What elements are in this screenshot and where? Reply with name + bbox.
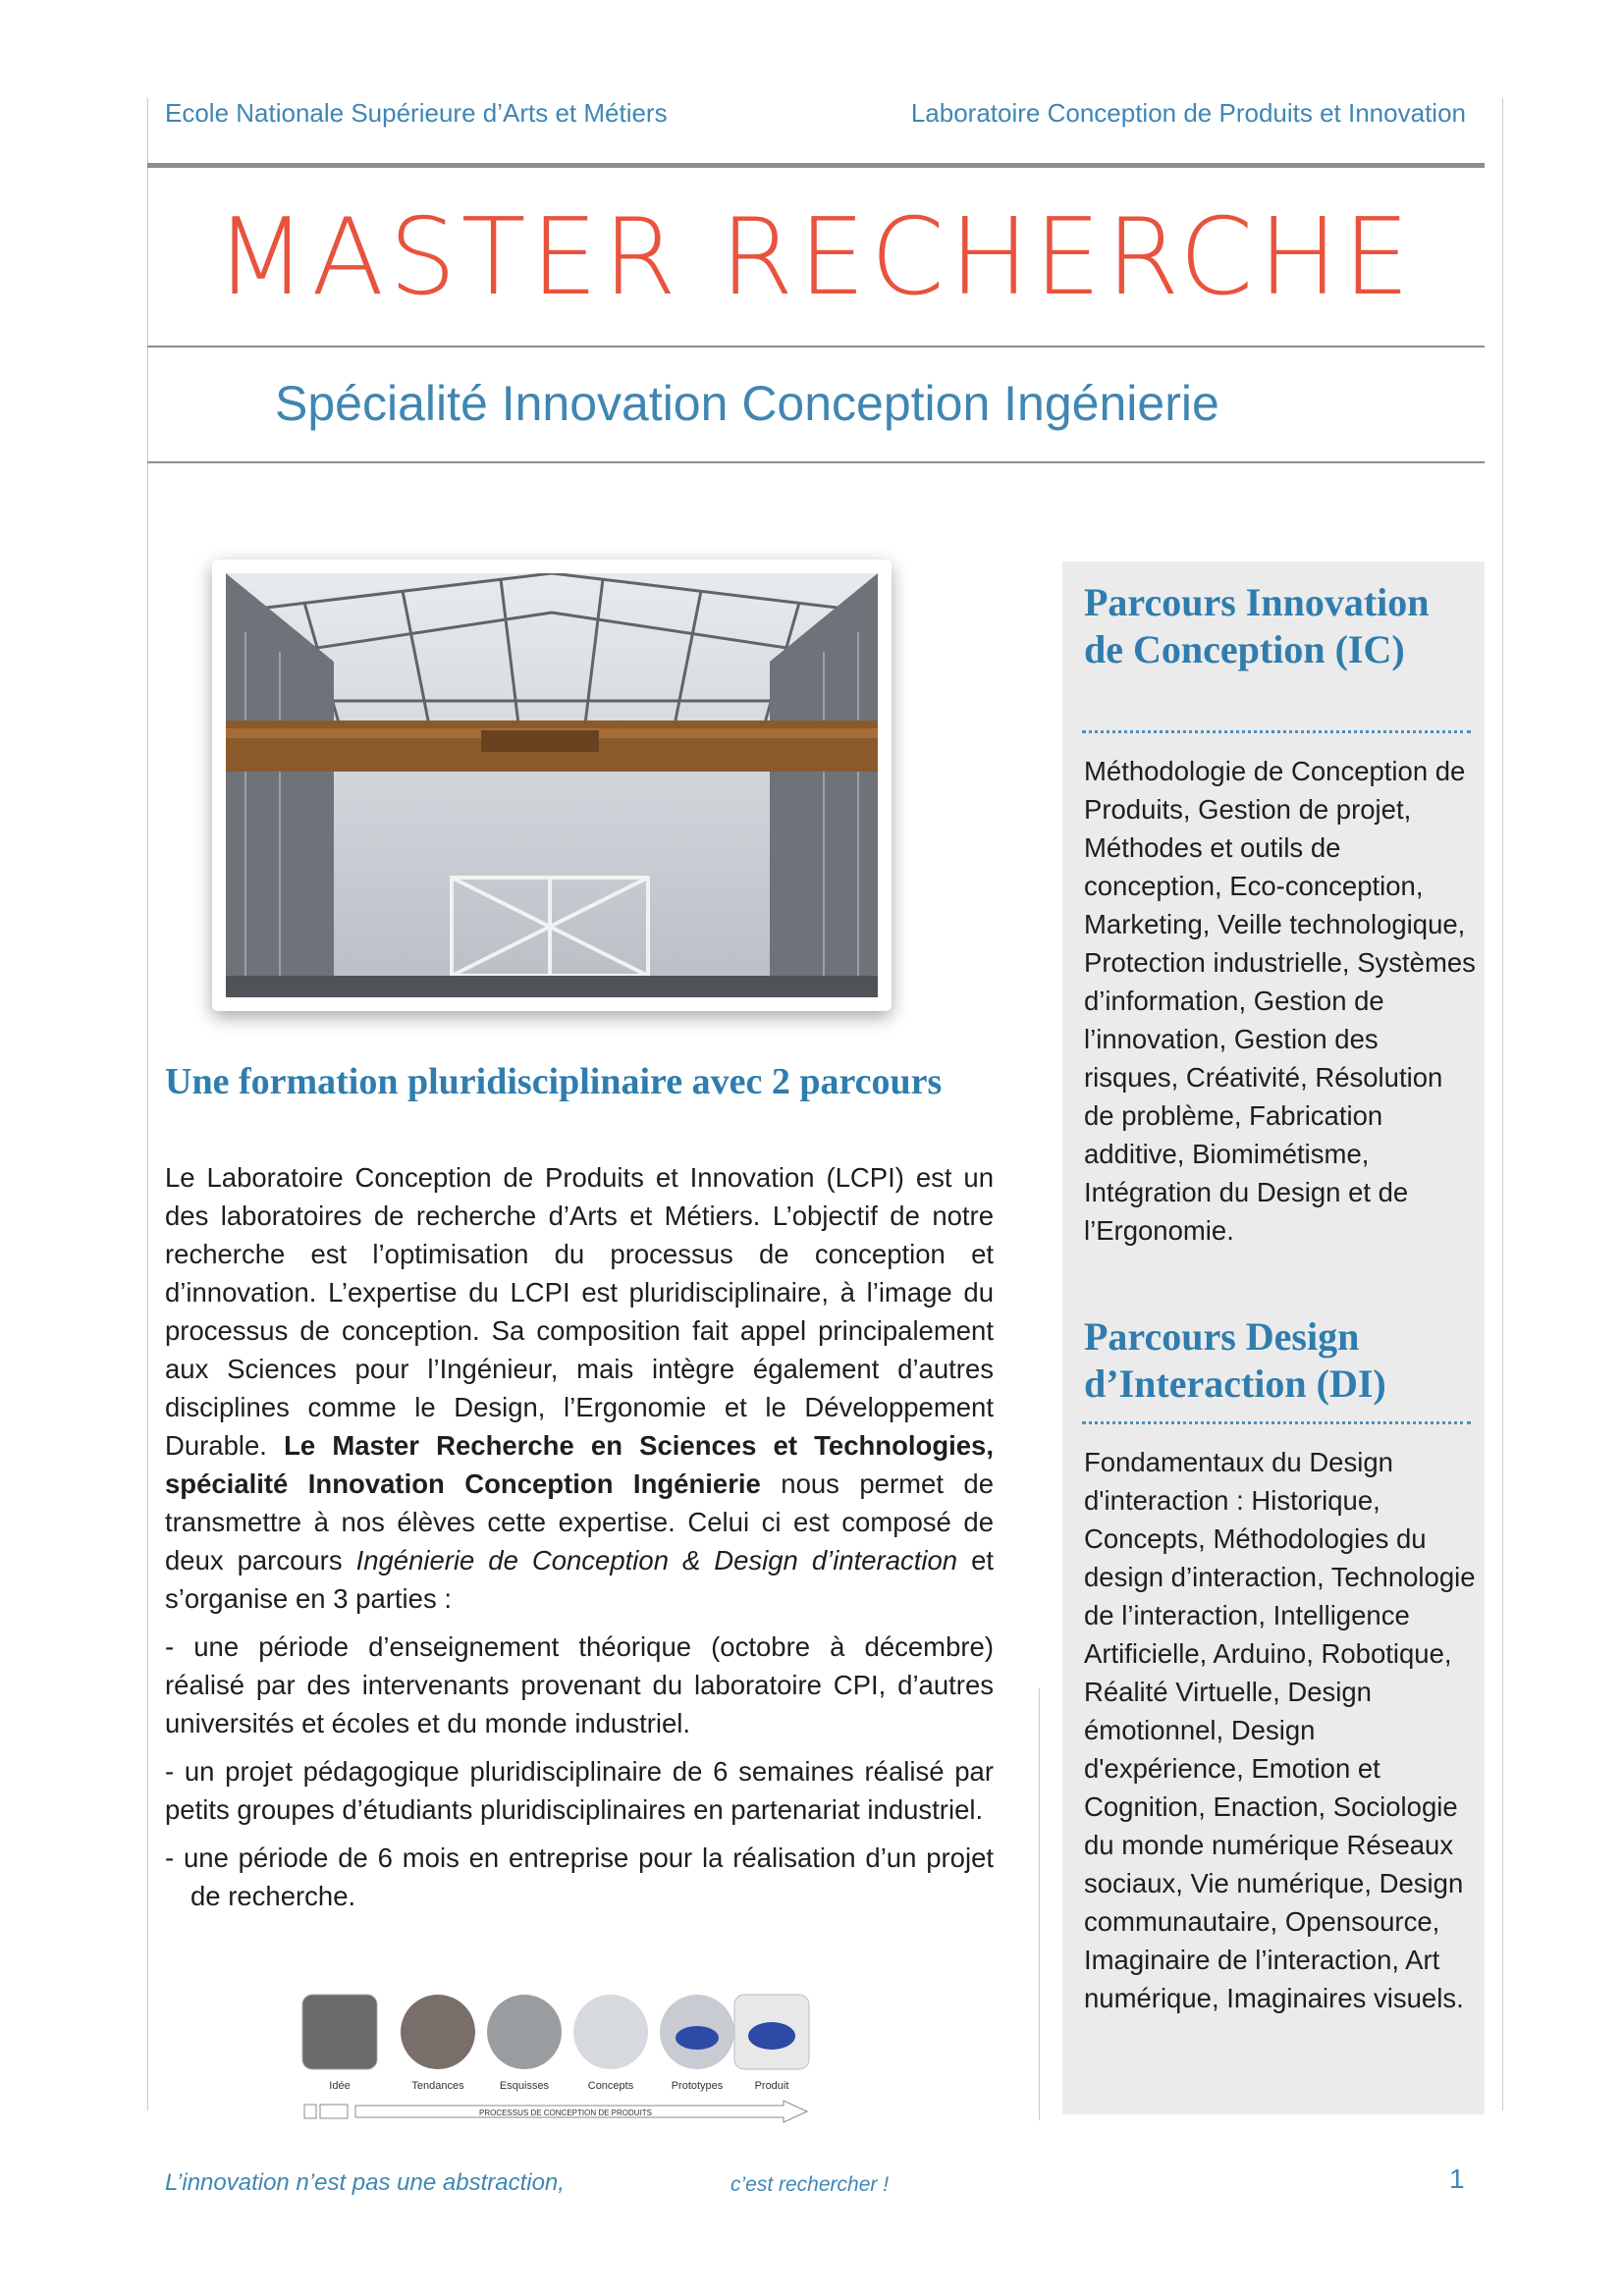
- bullet-item: - une période d’enseignement théorique (octobre à décembre) réalisé par des intervenants provenant du laboratoire CPI, d’autres universités et écoles et du monde industriel.: [165, 1631, 994, 1738]
- workshop-photo: [212, 560, 892, 1011]
- sidebar-panel: [1062, 561, 1485, 2114]
- process-diagram-graphic: [300, 1987, 811, 2134]
- right-margin-line: [1502, 98, 1503, 2110]
- step-label-idee: Idée: [329, 2080, 351, 2092]
- di-heading: Parcours Design d’Interaction (DI): [1084, 1314, 1386, 1406]
- header-school-name: Ecole Nationale Supérieure d’Arts et Métiers: [165, 98, 668, 128]
- di-description: Fondamentaux du Design d'interaction : Historique, Concepts, Méthodologies du design d’interaction, Technologie de l’interaction, Intelligence Artificielle, Arduino, Robotique, Réalité Virtuelle, Design émotionnel, Design d'expérience, Emotion et Cognition, Enaction, Sociologie du monde numérique Réseaux sociaux, Vie numérique, Design communautaire, Opensource, Imaginaire de l’interaction, Art numérique, Imaginaires visuels.: [1084, 1447, 1476, 2013]
- design-process-diagram: [300, 1987, 811, 2134]
- step-label-prototypes: Prototypes: [671, 2080, 724, 2092]
- page-number: 1: [1449, 2163, 1465, 2194]
- subtitle-rule: [147, 461, 1485, 463]
- process-arrow-label: PROCESSUS DE CONCEPTION DE PRODUITS: [478, 2109, 653, 2117]
- intro-paragraph: [165, 1158, 994, 1618]
- page-title: MASTER RECHERCHE: [215, 196, 1415, 319]
- footer-tagline-left: L’innovation n’est pas une abstraction,: [165, 2169, 565, 2196]
- process-thumbnails: [302, 1995, 809, 2069]
- page-subtitle: Spécialité Innovation Conception Ingénierie: [275, 376, 1219, 431]
- bullet-item: - une période de 6 mois en entreprise pour la réalisation d’un projet de recherche.: [165, 1842, 994, 1911]
- column-divider-line: [1039, 1688, 1040, 2120]
- di-divider: [1082, 1421, 1471, 1424]
- intro-part-1: Le Laboratoire Conception de Produits et Innovation (LCPI) est un des laboratoires de recherche d’Arts et Métiers. L’objectif de notre recherche est l’optimisation du processus de conception et d’innovation. L’expertise du LCPI est pluridisciplinaire, à l’image du processus de conception. Sa composition fait appel principalement aux Sciences pour l’Ingénieur, mais intègre également d’autres disciplines comme le Design, l’Ergonomie et le Développement Durable.: [165, 1162, 994, 1461]
- ic-divider: [1082, 730, 1471, 733]
- bullet-item: - un projet pédagogique pluridisciplinaire de 6 semaines réalisé par petits groupes d’étudiants pluridisciplinaires en partenariat industriel.: [165, 1756, 994, 1825]
- step-label-esquisses: Esquisses: [499, 2080, 550, 2092]
- intro-bold: Le Master Recherche en Sciences et Technologies, spécialité Innovation Conception Ingénierie: [165, 1430, 994, 1499]
- step-label-concepts: Concepts: [587, 2080, 634, 2092]
- left-margin-line: [147, 98, 148, 2110]
- ic-heading: Parcours Innovation de Conception (IC): [1084, 580, 1430, 671]
- main-body-text: [165, 1158, 994, 1925]
- title-rule: [147, 346, 1485, 347]
- ic-description: Méthodologie de Conception de Produits, Gestion de projet, Méthodes et outils de conception, Eco-conception, Marketing, Veille technologique, Protection industrielle, Systèmes d’information, Gestion de l’innovation, Gestion des risques, Créativité, Résolution de problème, Fabrication additive, Biomimétisme, Intégration du Design et de l’Ergonomie.: [1084, 756, 1476, 1246]
- step-label-produit: Produit: [754, 2080, 789, 2092]
- industrial-hall-image: [226, 573, 878, 997]
- intro-part-3: et s’organise en 3 parties :: [165, 1545, 995, 1614]
- step-label-tendances: Tendances: [411, 2080, 464, 2092]
- header-rule: [147, 163, 1485, 168]
- intro-part-2: nous permet de transmettre à nos élèves cette expertise. Celui ci est composé de deux parcours: [165, 1468, 994, 1575]
- section-heading: Une formation pluridisciplinaire avec 2 parcours: [165, 1061, 943, 1102]
- header-lab-name: Laboratoire Conception de Produits et Innovation: [910, 98, 1466, 128]
- footer-tagline-right: c’est rechercher !: [730, 2173, 890, 2196]
- intro-italic: Ingénierie de Conception & Design d’interaction: [355, 1545, 958, 1575]
